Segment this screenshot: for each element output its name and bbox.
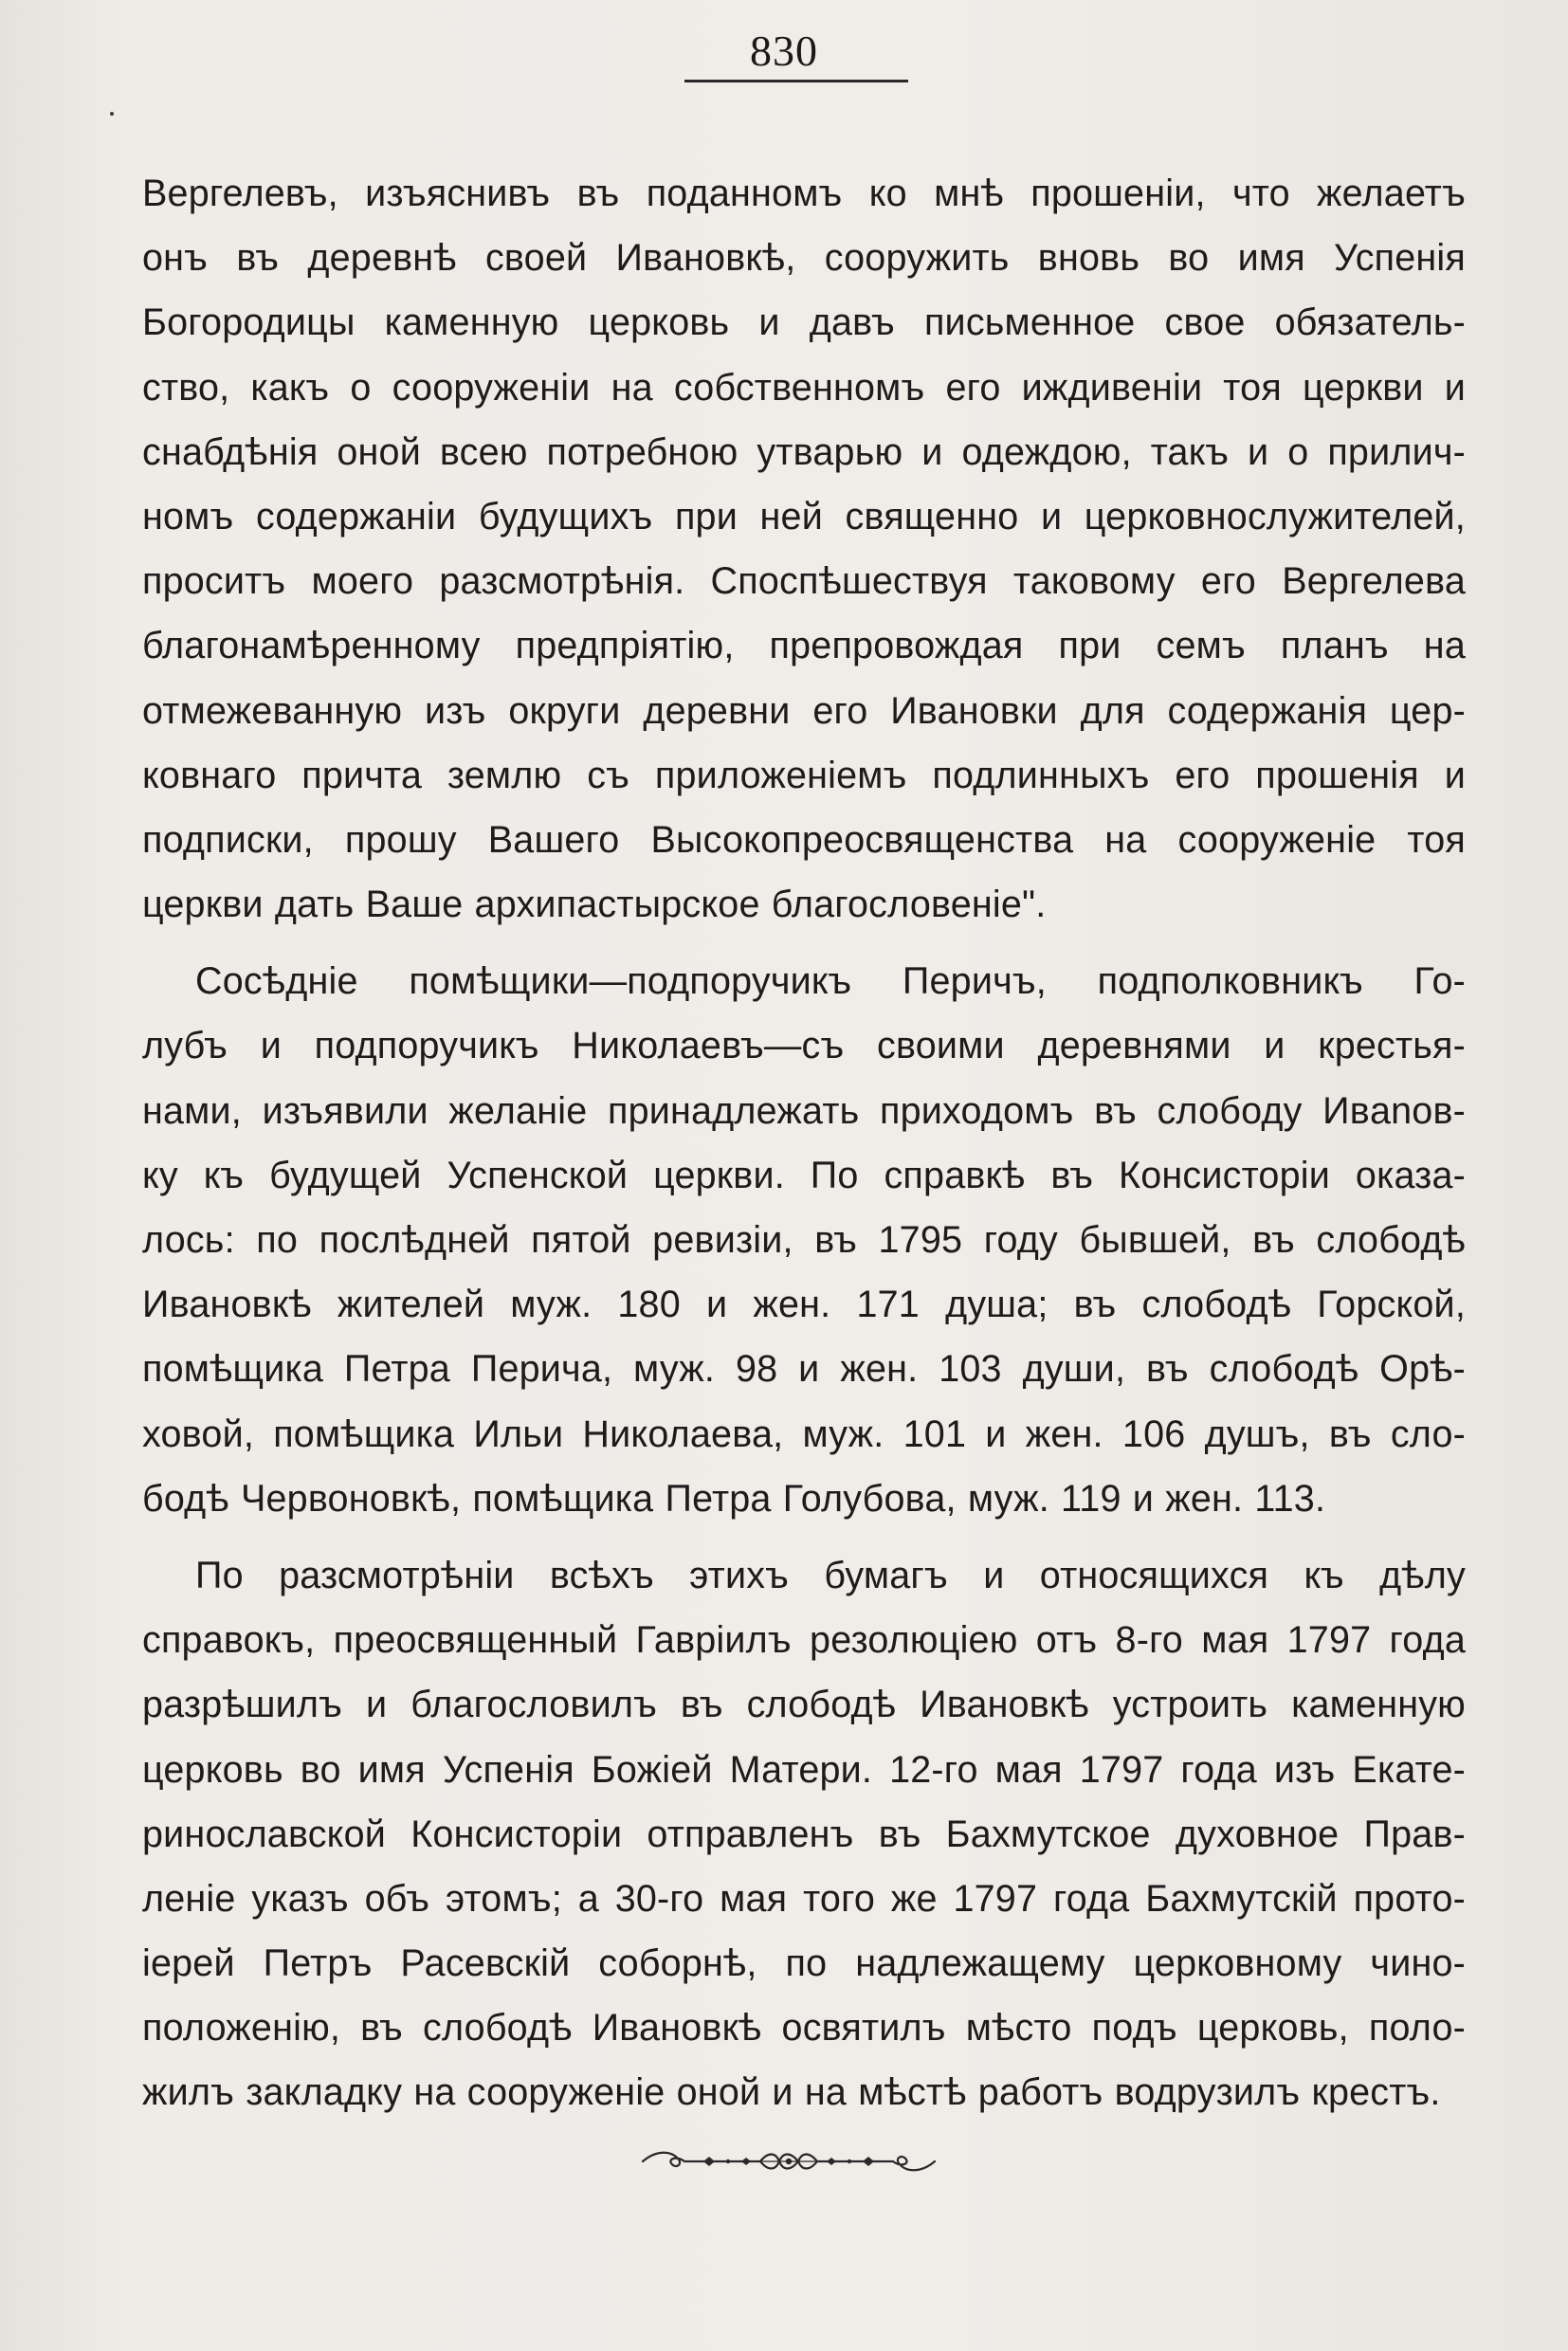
text-line: ковнаго причта землю съ приложеніемъ подлинныхъ его прошенія и xyxy=(142,754,1466,796)
paragraph-gap xyxy=(142,937,1466,949)
text-line: церковь во имя Успенія Божіей Матери. 12-го мая 1797 года изъ Екате- xyxy=(142,1748,1466,1791)
text-line: отмежеванную изъ округи деревни его Ивановки для содержанія цер- xyxy=(142,689,1466,732)
text-line: Вергелевъ, изъяснивъ въ поданномъ ко мнѣ прошеніи, что желаетъ xyxy=(142,173,1466,214)
text-line: церкви дать Ваше архипастырское благословеніе". xyxy=(142,884,1047,926)
page-number-rule xyxy=(684,80,908,82)
text-line: лось: по послѣдней пятой ревизіи, въ 1795 году бывшей, въ слободѣ xyxy=(142,1219,1466,1261)
text-line: По разсмотрѣніи всѣхъ этихъ бумагъ и относящихся къ дѣлу xyxy=(195,1554,1466,1596)
paragraph-1 xyxy=(142,161,1466,937)
text-line: благонамѣренному предпріятію, препровождая при семъ планъ на xyxy=(142,625,1466,667)
ink-speck xyxy=(110,112,114,116)
text-line: нами, изъявили желаніе принадлежать приходомъ въ слободу Ивanoв- xyxy=(142,1089,1466,1132)
text-line: лубъ и подпоручикъ Николаевъ—съ своими деревнями и крестья- xyxy=(142,1025,1466,1067)
text-line: Сосѣдніе помѣщики—подпоручикъ Перичъ, подполковникъ Го- xyxy=(195,960,1466,1003)
text-line: ховой, помѣщика Ильи Николаева, муж. 101 и жен. 106 душъ, въ сло- xyxy=(142,1412,1466,1455)
text-line: Ивановкѣ жителей муж. 180 и жен. 171 душа; въ слободѣ Горской, xyxy=(142,1284,1466,1326)
paragraph-3 xyxy=(142,1543,1466,2125)
text-line: разрѣшилъ и благословилъ въ слободѣ Ивановкѣ устроить каменную xyxy=(142,1684,1466,1726)
text-line: Богородицы каменную церковь и давъ письменное свое обязатель- xyxy=(142,301,1466,344)
paragraph-2 xyxy=(142,949,1466,1531)
text-line: ство, какъ о сооруженіи на собственномъ его иждивеніи тоя церкви и xyxy=(142,366,1466,409)
text-line: снабдѣнія оной всею потребною утварью и одеждою, такъ и о прилич- xyxy=(142,430,1466,473)
text-line: бодѣ Червоновкѣ, помѣщика Петра Голубова, муж. 119 и жен. 113. xyxy=(142,1477,1326,1520)
text-line: іерей Петръ Расевскій соборнѣ, по надлежащему церковному чино- xyxy=(142,1942,1466,1985)
body-text xyxy=(142,161,1466,2125)
page-number: 830 xyxy=(750,27,818,75)
text-line: подписки, прошу Вашего Высокопреосвященства на сооруженіе тоя xyxy=(142,818,1466,861)
text-line: жилъ закладку на сооруженіе оной и на мѣстѣ работъ водрузилъ крестъ. xyxy=(142,2071,1441,2114)
text-line: ринославской Консисторіи отправленъ въ Бахмутское духовное Прав- xyxy=(142,1813,1466,1855)
end-ornament-icon xyxy=(637,2142,940,2180)
text-line: положенію, въ слободѣ Ивановкѣ освятилъ мѣсто подъ церковь, поло- xyxy=(142,2007,1466,2050)
text-line: помѣщика Петра Перича, муж. 98 и жен. 103 души, въ слободѣ Орѣ- xyxy=(142,1348,1466,1391)
text-line: онъ въ деревнѣ своей Ивановкѣ, сооружить вновь во имя Успенія xyxy=(142,237,1466,280)
text-line: ку къ будущей Успенской церкви. По справкѣ въ Консисторіи оказа- xyxy=(142,1154,1466,1196)
text-line: номъ содержаніи будущихъ при ней священно и церковнослужителей, xyxy=(142,495,1466,538)
text-line: леніе указъ объ этомъ; а 30-го мая того же 1797 года Бахмутскій прото- xyxy=(142,1877,1466,1920)
paragraph-gap xyxy=(142,1531,1466,1543)
text-line: проситъ моего разсмотрѣнія. Споспѣшествуя таковому его Вергелева xyxy=(142,560,1466,603)
text-line: справокъ, преосвященный Гавріилъ резолюціею отъ 8-го мая 1797 года xyxy=(142,1619,1466,1662)
